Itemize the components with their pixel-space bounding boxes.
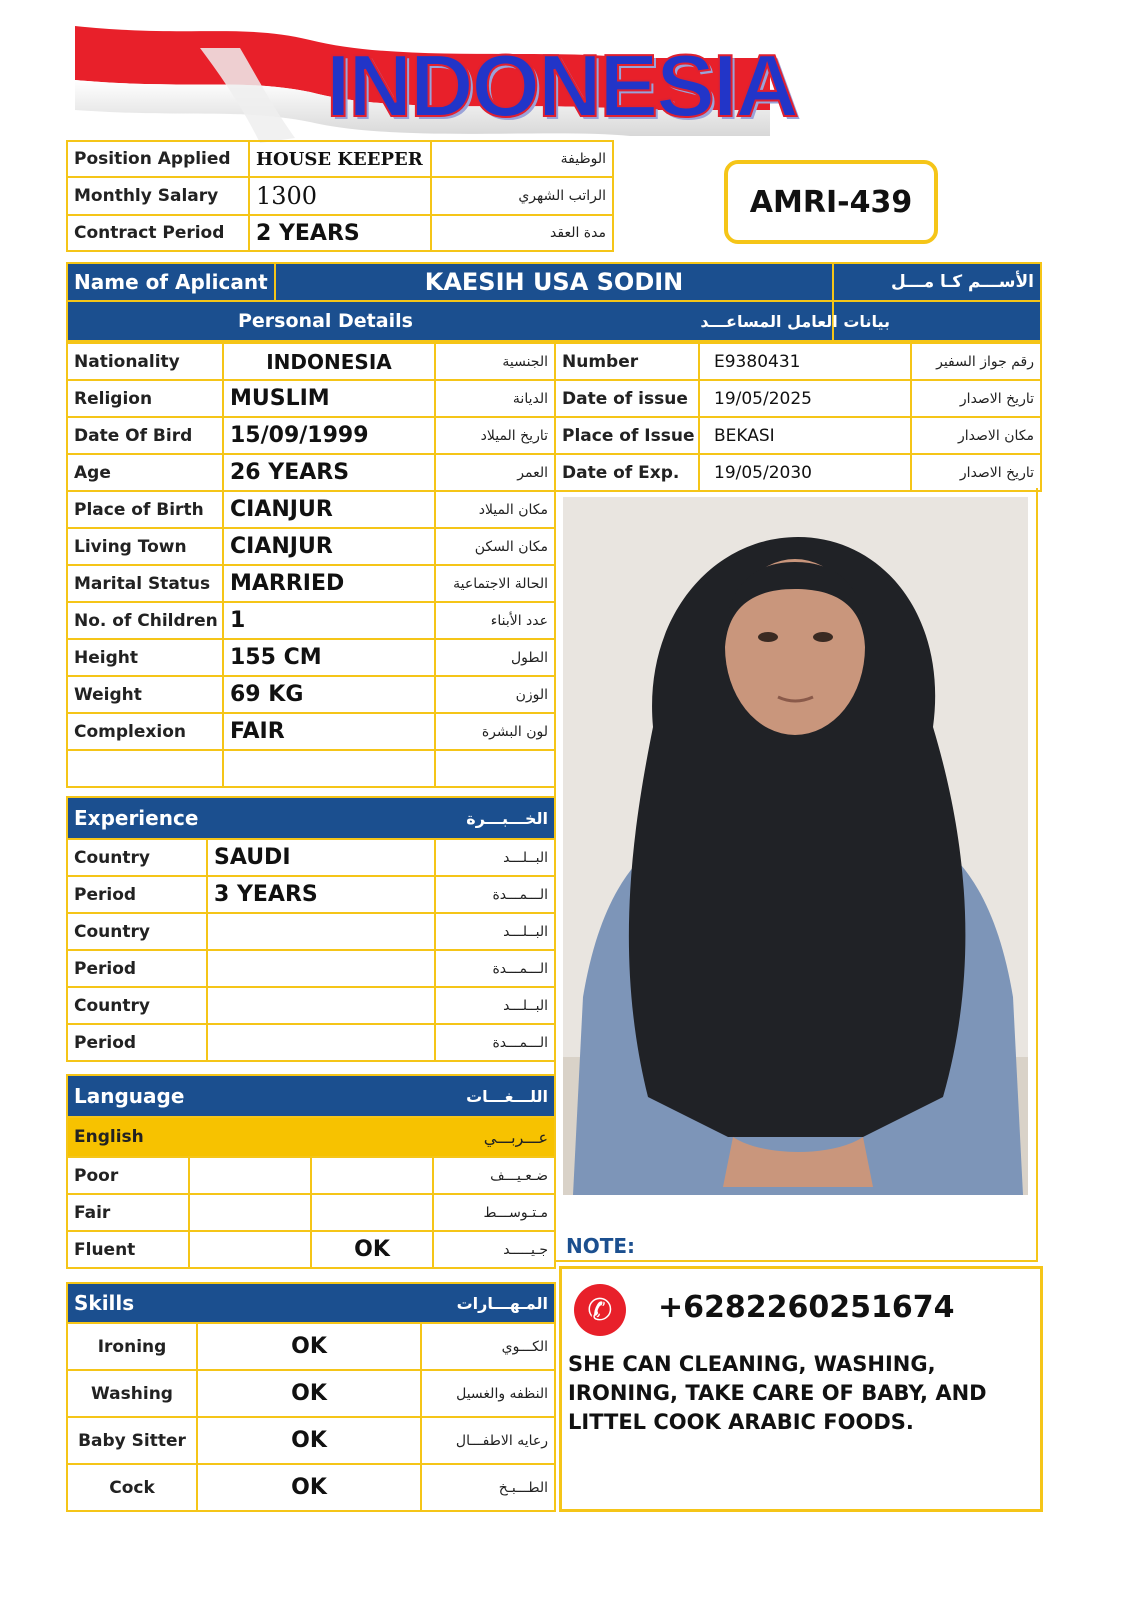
job-value: HOUSE KEEPER [249,141,431,177]
skill-row [67,1370,555,1417]
skill-label-ar: الطـــبـخ [421,1464,555,1511]
skill-label-ar: رعايه الاطفـــال [421,1417,555,1464]
english-level-value [189,1194,311,1231]
personal-value: 69 KG [223,676,435,713]
language-row [67,1231,555,1268]
experience-table [66,796,556,1062]
skill-label: Cock [67,1464,197,1511]
language-heading-ar: اللـــغـــات [311,1075,555,1117]
skill-value: OK [197,1323,421,1370]
skill-label-ar: النظفه والغسيل [421,1370,555,1417]
passport-label: Place of Issue [555,417,699,454]
personal-value: MARRIED [223,565,435,602]
name-label: Name of Aplicant [67,263,275,301]
personal-label-ar: مكان الميلاد [435,491,555,528]
phone-icon: ✆ [574,1284,626,1336]
language-level-label: Fair [67,1194,189,1231]
experience-heading-ar: الخـــبـــرة [435,797,555,839]
passport-label-ar: رقم جواز السفير [911,343,1041,380]
personal-value: INDONESIA [223,343,435,380]
phone-number: +6282260251674 [658,1290,955,1325]
country-title: INDONESIA [326,36,797,135]
empty-cell [67,750,223,787]
experience-label-ar: البــلـــد [435,839,555,876]
personal-label-ar: لون البشرة [435,713,555,750]
experience-heading: Experience [67,797,435,839]
passport-label: Date of Exp. [555,454,699,491]
skills-heading: Skills [67,1283,421,1323]
personal-label: Living Town [67,528,223,565]
experience-row [67,950,555,987]
experience-row [67,987,555,1024]
experience-label: Country [67,913,207,950]
personal-label-ar: الوزن [435,676,555,713]
experience-label-ar: الـــمـــدة [435,1024,555,1061]
experience-label: Country [67,839,207,876]
job-value: 2 YEARS [249,215,431,251]
passport-label-ar: تاريخ الاصدار [911,380,1041,417]
experience-label: Period [67,950,207,987]
experience-label-ar: البــلـــد [435,913,555,950]
personal-label-ar: العمر [435,454,555,491]
skill-label: Ironing [67,1323,197,1370]
personal-label: Religion [67,380,223,417]
language-heading: Language [67,1075,311,1117]
personal-row [67,565,555,602]
personal-label: No. of Children [67,602,223,639]
applicant-name: KAESIH USA SODIN [275,263,833,301]
personal-row [67,454,555,491]
skills-heading-ar: المـهـــارات [421,1283,555,1323]
language-row [67,1157,555,1194]
experience-value [207,987,435,1024]
personal-value: MUSLIM [223,380,435,417]
skill-label-ar: الكـــوي [421,1323,555,1370]
note-label: NOTE: [566,1234,636,1258]
personal-label-ar: الطول [435,639,555,676]
personal-label-ar: الديانة [435,380,555,417]
reference-code: AMRI-439 [749,184,913,220]
personal-label: Date Of Bird [67,417,223,454]
passport-label-ar: تاريخ الاصدار [911,454,1041,491]
job-table [66,140,614,252]
personal-heading-ar: بيانات العامل المساعـــد [700,312,890,331]
passport-value: 19/05/2025 [699,380,911,417]
personal-label: Nationality [67,343,223,380]
experience-label-ar: الـــمـــدة [435,876,555,913]
passport-table [554,342,1042,492]
experience-value: 3 YEARS [207,876,435,913]
personal-row [67,380,555,417]
language-level-label-ar: ضـعـيـــف [433,1157,555,1194]
personal-label: Complexion [67,713,223,750]
personal-label: Age [67,454,223,491]
personal-value: 26 YEARS [223,454,435,491]
passport-row [555,454,1041,491]
passport-label-ar: مكان الاصدار [911,417,1041,454]
passport-label: Number [555,343,699,380]
job-label: Position Applied [67,141,249,177]
experience-row [67,1024,555,1061]
job-label-ar: الوظيفة [431,141,613,177]
personal-value: 1 [223,602,435,639]
passport-value: BEKASI [699,417,911,454]
personal-row [67,417,555,454]
personal-row [67,528,555,565]
skills-table [66,1282,556,1512]
personal-row-empty [67,750,555,787]
english-level-value [189,1231,311,1268]
personal-label-ar: مكان السكن [435,528,555,565]
arabic-level-value [311,1157,433,1194]
personal-heading-ar-cell [700,301,1041,341]
experience-value [207,1024,435,1061]
personal-label: Marital Status [67,565,223,602]
experience-row [67,913,555,950]
personal-label-ar: عدد الأبناء [435,602,555,639]
experience-label-ar: البــلـــد [435,987,555,1024]
language-level-label: Fluent [67,1231,189,1268]
personal-label-ar: الجنسية [435,343,555,380]
name-label-ar: الأســـم كـا مـــل [833,263,1041,301]
experience-value [207,950,435,987]
job-label: Contract Period [67,215,249,251]
arabic-level-value: OK [311,1231,433,1268]
passport-row [555,417,1041,454]
language-level-label-ar: جـيـــــد [433,1231,555,1268]
note-text: SHE CAN CLEANING, WASHING, IRONING, TAKE CARE OF BABY, AND LITTEL COOK ARABIC FOODS. [568,1352,987,1434]
experience-label-ar: الـــمـــدة [435,950,555,987]
language-level-label-ar: مـتـوســـط [433,1194,555,1231]
personal-value: 15/09/1999 [223,417,435,454]
arabic-label: عـــربـــي [311,1117,555,1157]
name-table [66,262,1042,342]
skill-row [67,1417,555,1464]
personal-label-ar: الحالة الاجتماعية [435,565,555,602]
personal-label: Height [67,639,223,676]
job-value: 1300 [249,177,431,215]
skill-label: Washing [67,1370,197,1417]
experience-value: SAUDI [207,839,435,876]
experience-row [67,839,555,876]
personal-heading-text: Personal Details [238,310,413,332]
passport-value: 19/05/2030 [699,454,911,491]
skill-value: OK [197,1464,421,1511]
personal-label-ar: تاريخ الميلاد [435,417,555,454]
personal-row [67,676,555,713]
personal-row [67,602,555,639]
personal-row [67,343,555,380]
language-table [66,1074,556,1269]
personal-row [67,639,555,676]
skill-value: OK [197,1417,421,1464]
skill-row [67,1464,555,1511]
passport-row [555,380,1041,417]
passport-row [555,343,1041,380]
personal-table [66,342,556,788]
personal-label: Place of Birth [67,491,223,528]
experience-row [67,876,555,913]
job-label-ar: مدة العقد [431,215,613,251]
personal-value: FAIR [223,713,435,750]
skill-row [67,1323,555,1370]
experience-label: Period [67,1024,207,1061]
passport-label: Date of issue [555,380,699,417]
empty-cell [223,750,435,787]
arabic-level-value [311,1194,433,1231]
personal-row [67,491,555,528]
english-level-value [189,1157,311,1194]
personal-label: Weight [67,676,223,713]
experience-value [207,913,435,950]
personal-row [67,713,555,750]
personal-value: 155 CM [223,639,435,676]
english-label: English [67,1117,311,1157]
job-label: Monthly Salary [67,177,249,215]
personal-value: CIANJUR [223,528,435,565]
language-level-label: Poor [67,1157,189,1194]
experience-label: Country [67,987,207,1024]
reference-code-box [724,160,938,244]
language-row [67,1194,555,1231]
empty-cell [435,750,555,787]
skill-label: Baby Sitter [67,1417,197,1464]
job-label-ar: الراتب الشهري [431,177,613,215]
skill-value: OK [197,1370,421,1417]
experience-label: Period [67,876,207,913]
passport-value: E9380431 [699,343,911,380]
applicant-photo [563,497,1028,1195]
personal-value: CIANJUR [223,491,435,528]
